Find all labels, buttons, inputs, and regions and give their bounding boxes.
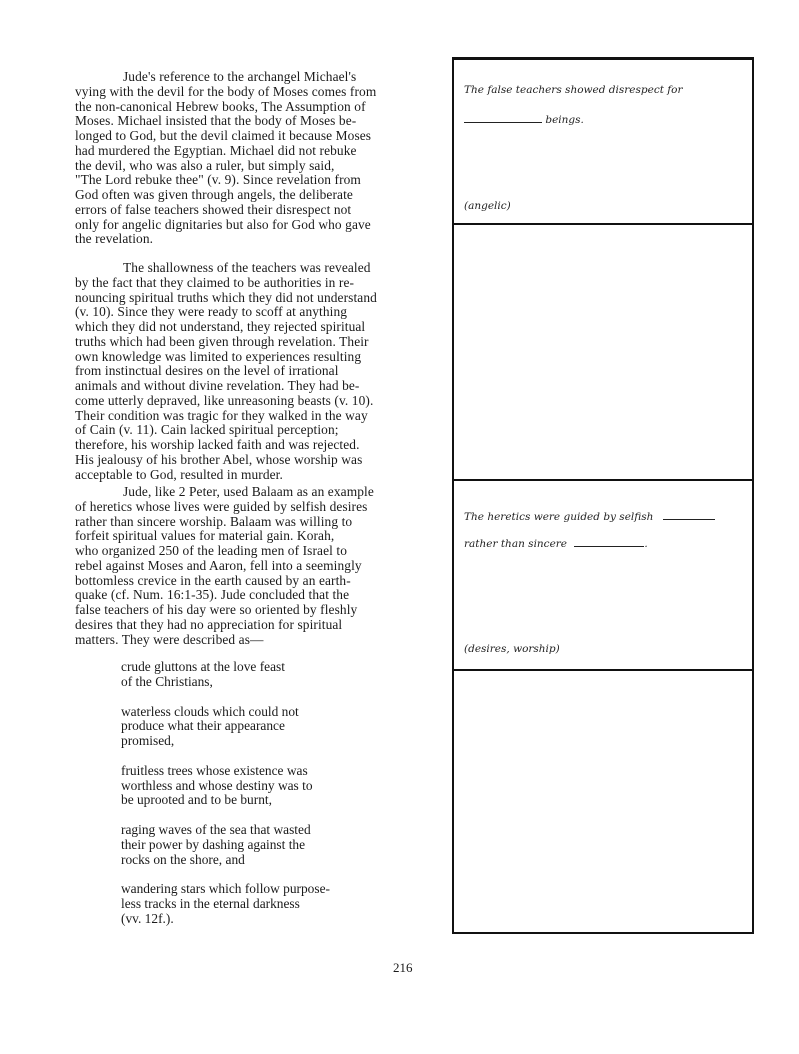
- list-item: wandering stars which follow purpose- less tracks in the eternal darkness (vv. 12f.).: [121, 881, 330, 926]
- list-item: waterless clouds which could not produce what their appearance promised,: [121, 703, 299, 748]
- frame-1-line2: beings.: [464, 112, 584, 126]
- frame-3: The heretics were guided by selfish rather than sincere . (desires, worship): [454, 481, 752, 671]
- paragraph-shallowness: The shallowness of the teachers was revealed by the fact that they claimed to be authorities in re- nouncing spiritual truths which they did not understand (v. 10). Since they were ready to scoff at anything which they did not understand, they rejected spiritual truths which had been given through revelation. Their own knowledge was limited to experiences resulting from instinctual desires on the level of irrational animals and without divine revelation. They had be- come utterly depraved, like unreasoning beasts (v. 10). Their condition was tragic for they walked in the way of Cain (v. 11). Cain lacked spiritual perception; therefore, his worship lacked faith and was rejected. His jealousy of his brother Abel, whose worship was acceptable to God, resulted in murder.: [75, 260, 377, 482]
- answer-blank: [464, 112, 542, 123]
- paragraph-balaam: Jude, like 2 Peter, used Balaam as an example of heretics whose lives were guided by selfish desires rather than sincere worship. Balaam was willing to forfeit spiritual values for material gain. Korah, who organized 250 of the leading men of Israel to rebel against Moses and Aaron, fell into a seemingly bottomless crevice in the earth caused by an earth- quake (cf. Num. 16:1-35). Jude concluded that the false teachers of his day were so oriented by fleshly desires that they had no appreciation for spiritual matters. They were described as—: [75, 484, 374, 647]
- answer-blank: [574, 536, 644, 547]
- page-number: 216: [393, 960, 413, 975]
- programmed-frames-box: [452, 57, 754, 934]
- frame-3-line1: The heretics were guided by selfish: [464, 509, 715, 523]
- list-item: crude gluttons at the love feast of the Christians,: [121, 659, 285, 689]
- frame-2-empty: [454, 225, 752, 481]
- frame-4-empty: [454, 671, 752, 930]
- frame-3-line2: rather than sincere .: [464, 538, 648, 550]
- answer-blank: [663, 509, 715, 520]
- list-item: raging waves of the sea that wasted their power by dashing against the rocks on the shore, and: [121, 822, 311, 867]
- frame-1: The false teachers showed disrespect for beings. (angelic): [454, 60, 752, 225]
- list-item: fruitless trees whose existence was worthless and whose destiny was to be uprooted and to be burnt,: [121, 762, 313, 808]
- description-list: [121, 660, 330, 942]
- paragraph-michael: Jude's reference to the archangel Michael's vying with the devil for the body of Moses comes from the non-canonical Hebrew books, The Assumption of Moses. Michael insisted that the body of Moses be- longed to God, but the devil claimed it because Moses had murdered the Egyptian. Michael did not rebuke the devil, who was also a ruler, but simply said, "The Lord rebuke thee" (v. 9). Since revelation from God often was given through angels, the deliberate errors of false teachers showed their disrespect not only for angelic dignitaries but also for God who gave the revelation.: [75, 69, 377, 247]
